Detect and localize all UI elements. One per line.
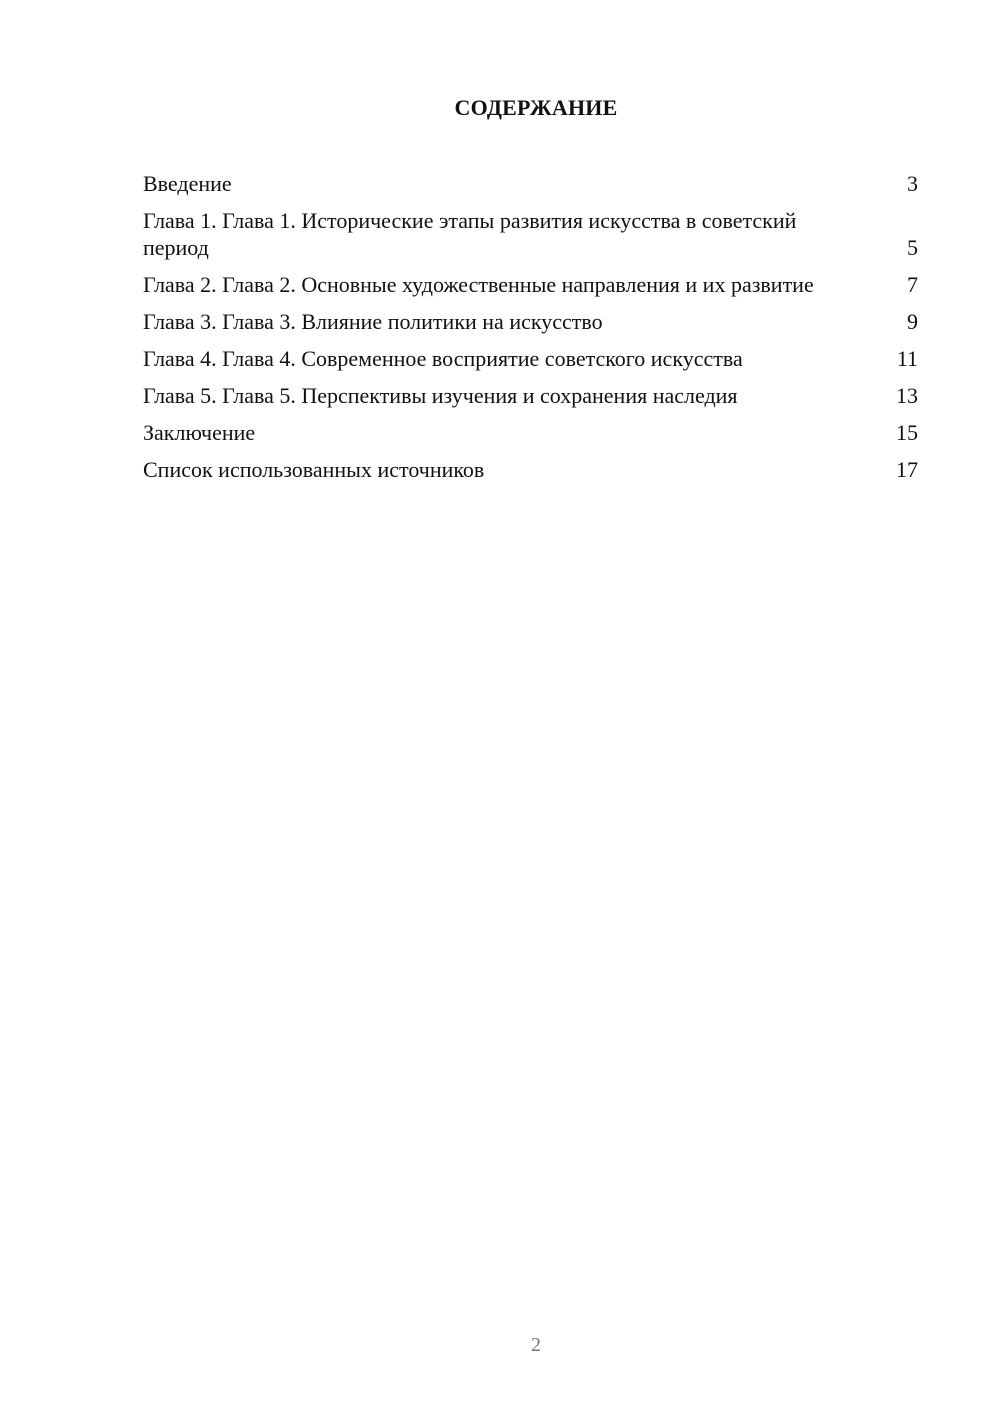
page-number: 2 [531,1334,541,1356]
page-title: СОДЕРЖАНИЕ [454,95,618,120]
toc-entry[interactable] [143,345,918,372]
toc-entry-label: Список использованных источников [143,457,485,482]
toc-entry[interactable] [143,382,918,409]
toc-entry-label: Глава 2. Глава 2. Основные художественные направления и их развитие [143,272,814,297]
toc-entry-label: Введение [143,171,232,196]
toc-entry-page: 11 [896,346,918,371]
toc-entry-page: 7 [907,272,918,297]
toc-entry[interactable] [143,170,918,197]
toc-entry-label: Глава 4. Глава 4. Современное восприятие советского искусства [143,346,743,371]
toc-entry[interactable] [143,271,918,298]
toc-entry-label: Глава 1. Глава 1. Исторические этапы развития искусства в советский период [143,208,797,260]
toc-entry-label: Глава 3. Глава 3. Влияние политики на искусство [143,309,603,334]
toc-entry-label: Глава 5. Глава 5. Перспективы изучения и сохранения наследия [143,383,738,408]
toc-entry-page: 13 [896,383,918,408]
table-of-contents [143,170,918,493]
toc-entry[interactable] [143,207,918,261]
toc-entry[interactable] [143,308,918,335]
toc-entry-page: 17 [896,457,918,482]
toc-entry-page: 15 [896,420,918,445]
toc-entry-page: 9 [907,309,918,334]
toc-entry-page: 3 [907,171,918,196]
toc-entry-label: Заключение [143,420,256,445]
toc-entry[interactable] [143,456,918,483]
toc-entry-page: 5 [907,235,918,260]
toc-entry[interactable] [143,419,918,446]
